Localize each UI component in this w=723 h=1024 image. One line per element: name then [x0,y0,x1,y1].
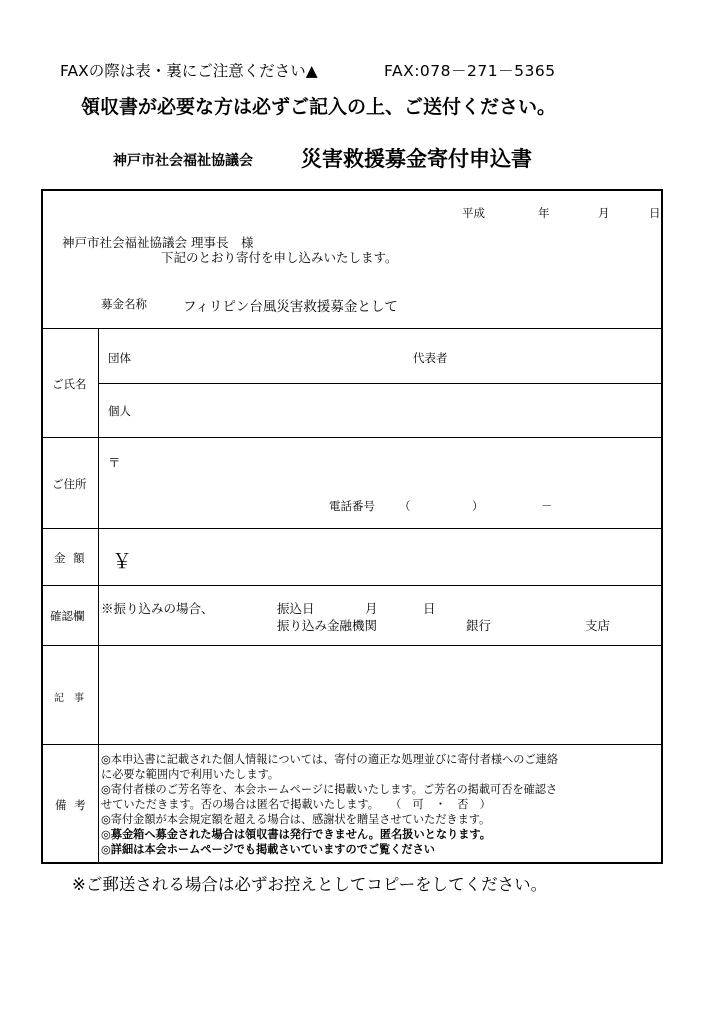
receipt-notice: 領収書が必要な方は必ずご記入の上、ご送付ください。 [81,96,557,118]
remarks-label: 備 考 [55,798,88,812]
phone-dash: － [541,499,553,513]
fax-number: FAX:078－271－5365 [384,62,556,80]
row-divider [98,383,663,384]
remarks-line: ◎寄付金額が本会規定額を超える場合は、感謝状を贈呈させていただきます。 [101,813,491,826]
memo-label: 記 事 [54,693,84,704]
date-month: 月 [598,206,610,220]
branch-suffix: 支店 [585,618,611,633]
individual-label: 個人 [108,404,131,418]
fund-label: 募金名称 [101,297,147,311]
name-label: ご氏名 [52,377,87,391]
bank-suffix: 銀行 [466,618,492,633]
row-divider [41,645,663,646]
transfer-day-label: 日 [423,601,436,616]
row-divider [41,744,663,745]
fund-name: フィリピン台風災害救援募金として [183,299,398,315]
phone-label: 電話番号 [329,499,375,513]
group-label: 団体 [108,351,131,365]
remarks-list [101,752,558,857]
date-era: 平成 [462,206,485,220]
form-title: 災害救援募金寄付申込書 [301,147,532,171]
representative-label: 代表者 [413,351,448,365]
phone-close-paren: ） [472,499,484,513]
remarks-line: に必要な範囲内で利用いたします。 [101,768,280,781]
org-name: 神戸市社会福祉協議会 [113,153,253,169]
transfer-date-label: 振込日 [277,601,315,616]
label-column-divider [98,328,99,864]
bank-label: 振り込み金融機関 [277,618,378,633]
postal-mark: 〒 [108,455,121,470]
transfer-month-label: 月 [365,601,378,616]
remarks-line: ◎本申込書に記載された個人情報については、寄付の適正な処理並びに寄付者様へのご連絡 [101,753,559,766]
copy-notice: ※ご郵送される場合は必ずお控えとしてコピーをしてください。 [72,875,548,894]
yen-symbol: ￥ [112,549,132,573]
date-day: 日 [649,206,661,220]
remarks-line: ◎寄付者様のご芳名等を、本会ホームページに掲載いたします。ご芳名の掲載可否を確認さ [101,783,558,796]
row-divider [41,585,663,586]
amount-label: 金 額 [54,551,87,565]
remarks-line: せていただきます。否の場合は匿名で掲載いたします。 （ 可 ・ 否 ） [101,798,491,811]
phone-open-paren: （ [399,499,411,513]
remarks-line: ◎募金箱へ募金された場合は領収書は発行できません。匿名扱いとなります。 [101,828,491,841]
intro-text: 下記のとおり寄付を申し込みいたします。 [161,250,398,265]
confirm-label: 確認欄 [50,609,85,623]
transfer-note: ※振り込みの場合、 [101,601,214,616]
addressee: 神戸市社会福祉協議会 理事長 様 [62,235,254,250]
address-label: ご住所 [52,477,87,491]
fax-notice: FAXの際は表・裏にご注意ください▲ [60,62,318,80]
remarks-line: ◎詳細は本会ホームページでも掲載さいていますのでご覧ください [101,843,435,856]
row-divider [41,437,663,438]
date-year: 年 [538,206,550,220]
row-divider [41,328,663,329]
row-divider [41,528,663,529]
